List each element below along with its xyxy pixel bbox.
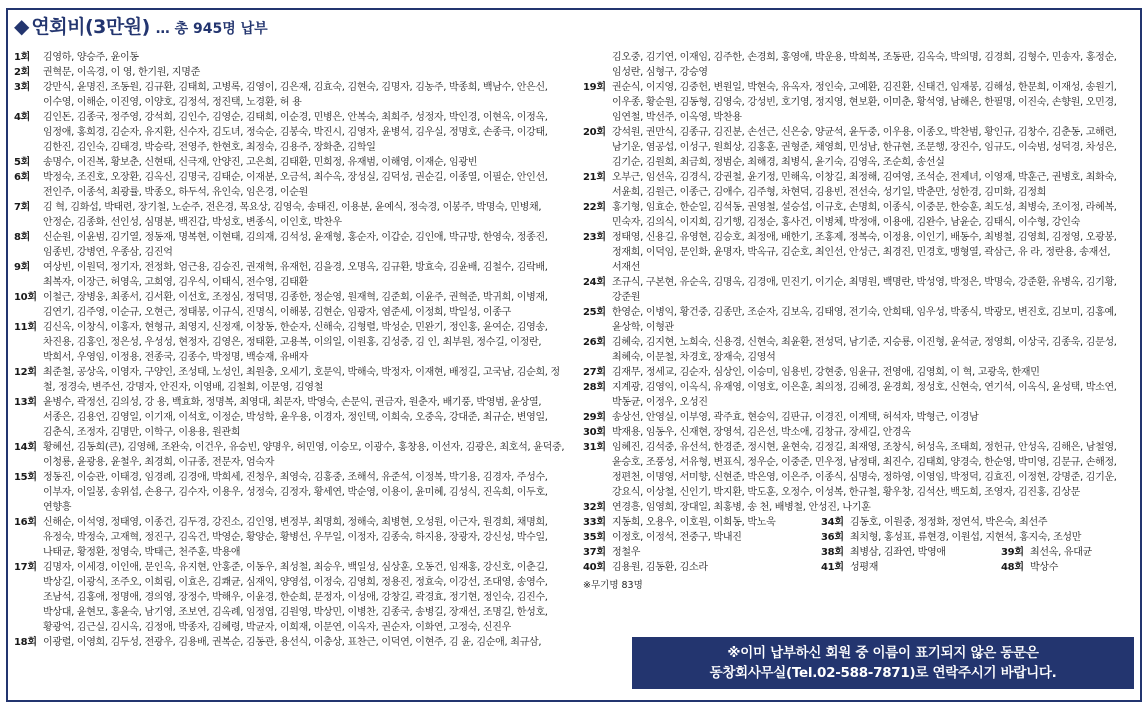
class-number: 14회: [14, 442, 37, 453]
class-entry: [583, 500, 1135, 515]
notice-line-1: ※이미 납부하신 회원 중 이름이 표기되지 않은 동문은: [727, 645, 1039, 661]
class-entry: [583, 530, 821, 545]
anonymous-note: ※무기명 83명: [583, 580, 643, 591]
class-entry: [14, 290, 574, 320]
class-number: 41회: [821, 562, 844, 573]
member-names: 최준철, 공상옥, 이영자, 구양인, 조성태, 노성인, 최원충, 오세기, 호문익, 박해숙, 박정자, 이재현, 배정길, 고국남, 김순희, 정 철, 정경숙, 변주선, 강명자, 안진자, 이영배, 김철회, 이문영, 김영철: [43, 367, 560, 393]
class-entry: [14, 65, 574, 80]
member-names: 정태영, 신용길, 유영현, 김승호, 최정애, 배한기, 조홍제, 정복숙, 이정용, 이인기, 배동수, 최병철, 김영희, 김정영, 오광봉, 정재희, 이덕임, 문인화, 윤명자, 박옥규, 김순호, 최인선, 안성근, 최경진, 민경호, 맹형열, 곽삼근, 유 라, 정란용, 송재선, 서재선: [612, 232, 1117, 273]
member-names: 황혜선, 김동희(큰), 김영해, 조완숙, 이건우, 유승빈, 양명우, 허민영, 이승모, 이광수, 홍창용, 이선자, 김광은, 최호석, 윤덕중, 이청룡, 윤광용, 윤철우, 최경희, 이규종, 전문자, 엄숙자: [43, 442, 565, 468]
class-number: 10회: [14, 292, 37, 303]
class-entry: [583, 515, 821, 530]
class-number: 48회: [1001, 562, 1024, 573]
class-number: 26회: [583, 337, 606, 348]
class-number: 7회: [14, 202, 31, 213]
class-number: 2회: [14, 67, 31, 78]
member-names: 박상수: [1030, 562, 1059, 573]
member-names: 최치형, 홍성표, 류현경, 이원섭, 지현석, 홍지숙, 조성만: [850, 532, 1082, 543]
class-entry: [583, 125, 1135, 170]
right-column: [583, 50, 1135, 593]
class-number: 30회: [583, 427, 606, 438]
member-names: 김재무, 정세교, 김순자, 심상인, 이승미, 임용빈, 강현중, 임윤규, 전영애, 김영희, 이 혁, 고광욱, 한재민: [612, 367, 1040, 378]
class-number: 19회: [583, 82, 606, 93]
class-number: 32회: [583, 502, 606, 513]
member-names: 이광렬, 이영희, 김두성, 전광우, 김용배, 권복순, 김동관, 용선식, 이충상, 표찬근, 이덕연, 이현주, 김 윤, 김순애, 최규삼,: [43, 637, 542, 648]
class-entry: [14, 50, 574, 65]
class-entry: [14, 110, 574, 155]
class-entry: [583, 80, 1135, 125]
class-number: 6회: [14, 172, 31, 183]
class-number: 34회: [821, 517, 844, 528]
class-number: 13회: [14, 397, 37, 408]
member-names: 성평재: [850, 562, 879, 573]
class-entry: [583, 305, 1135, 335]
class-entry: [1001, 545, 1135, 560]
class-entry: [821, 515, 1048, 530]
member-names: 연경흥, 임영희, 장대일, 최홍병, 송 천, 배병철, 안성진, 나기훈: [612, 502, 871, 513]
member-names: 정동진, 이승관, 이태경, 임경례, 김경애, 박희세, 진청우, 최영숙, 김홍중, 조해석, 유준석, 이정복, 박기용, 김경자, 주성수, 이부자, 이일봉, 송위섭, 손용구, 김수자, 이용우, 성정숙, 김정자, 황세연, 박순영, 이용이, 윤미혜, 김성식, 진옥희, 이두호, 연향흥: [43, 472, 548, 513]
class-entry: [583, 335, 1135, 365]
class-entry: [583, 365, 1135, 380]
class-entry: [583, 230, 1135, 275]
class-number: 29회: [583, 412, 606, 423]
class-number: 33회: [583, 517, 606, 528]
right-entries: [583, 50, 1135, 515]
notice-line-2: 동창회사무실(Tel.02-588-7871)로 연락주시기 바랍니다.: [709, 665, 1057, 681]
class-number: [1001, 515, 1030, 530]
class-number: 39회: [1001, 547, 1024, 558]
class-entry: [583, 50, 1135, 80]
class-number: [583, 50, 612, 80]
class-entry: [583, 380, 1135, 410]
class-entry: [1001, 560, 1135, 575]
class-entry: [583, 425, 1135, 440]
class-number: 21회: [583, 172, 606, 183]
class-entry: [14, 260, 574, 290]
class-number: 20회: [583, 127, 606, 138]
member-names: 김용원, 김동환, 김소라: [612, 562, 708, 573]
member-names: 지계광, 김영익, 이옥식, 유재영, 이영호, 이은훈, 최의정, 김혜경, 윤경희, 정성호, 신현숙, 연기석, 이옥식, 윤성택, 박소연, 박동균, 이정우, 오성진: [612, 382, 1117, 408]
member-names: 지동희, 오용우, 이호원, 이희동, 박노욱: [612, 517, 776, 528]
class-number: 35회: [583, 532, 606, 543]
member-names: 강석원, 권만식, 김종규, 김진분, 손선근, 신은숭, 양균석, 윤두중, 이우용, 이종오, 박찬범, 황인규, 김창수, 김춘동, 고해련, 남기운, 염공섭, 이성구, 원희상, 김홍훈, 권형준, 채영희, 민성남, 한규현, 조문행, 장진수, 임규도, 이숙범, 성덕경, 차성은, 김기순, 김원희, 최금희, 정범순, 최해경, 최병식, 윤기숙, 김영옥, 조순희, 송선실: [612, 127, 1117, 168]
left-column: [14, 50, 574, 650]
class-number: 18회: [14, 637, 37, 648]
member-names: 박정숙, 조진호, 오장환, 김옥신, 김명국, 김태순, 이재분, 오금석, 최수옥, 장성실, 김덕성, 권순길, 이종열, 이필순, 안인선, 전인주, 이종석, 최광률, 박종오, 하두석, 유인숙, 임은경, 이순원: [43, 172, 548, 198]
member-names: 신해순, 이석영, 정태영, 이종건, 김두경, 강진소, 김인영, 변정부, 최명희, 정해숙, 최병현, 오성원, 이근자, 원경희, 채명희, 유정숙, 박정숙, 고재혁, 정진구, 김옥건, 박영순, 황양순, 황병선, 우무일, 이정자, 김종숙, 하지용, 장광자, 강신성, 박수일, 나태균, 황정환, 정영숙, 박태근, 천주훈, 박용애: [43, 517, 548, 558]
class-number: 25회: [583, 307, 606, 318]
short-entries-grid: [583, 515, 1135, 575]
class-entry: [14, 155, 574, 170]
class-number: 15회: [14, 472, 37, 483]
class-number: 37회: [583, 547, 606, 558]
member-names: 여상빈, 이원덕, 정기자, 전정화, 엄근용, 김승진, 권재혁, 유재헌, 김을경, 오명옥, 김규환, 방효숙, 김윤배, 김철수, 김락배, 최복자, 이장근, 허영옥, 고희영, 김우식, 이태식, 전수영, 김태환: [43, 262, 548, 288]
member-names: 김 혁, 김화섭, 박태련, 장기철, 노순주, 전은경, 목요상, 김영숙, 송태진, 이용분, 윤예식, 정숙경, 이봉주, 박명숙, 민병채, 안정순, 김종화, 선인성, 심명분, 백진갑, 박성호, 변종식, 이인호, 박찬우: [43, 202, 542, 228]
member-names: 김오중, 김기연, 이재임, 김주한, 손경희, 홍영애, 박운용, 박희복, 조동판, 김옥숙, 박의명, 김경희, 김형수, 민송자, 홍정순, 임성란, 심형구, 강승영: [612, 52, 1117, 78]
section-header: [14, 12, 268, 42]
section-subtitle: … 총 945명 납부: [155, 21, 268, 37]
class-entry: [14, 470, 574, 515]
class-number: 17회: [14, 562, 37, 573]
member-names: 최병삼, 김좌연, 박영애: [850, 547, 946, 558]
member-names: 정철우: [612, 547, 641, 558]
member-names: 권순식, 이지영, 김중헌, 변원일, 박현숙, 유옥자, 정인숙, 고예환, 김진환, 신태건, 임재봉, 김해성, 한문희, 이재성, 송원기, 이우종, 황순원, 김동형, 김영숙, 강성빈, 호기영, 정지영, 현보환, 이미춘, 황석영, 남해은, 한필명, 이진숙, 손향원, 오민경, 임연철, 박선주, 이옥영, 박찬용: [612, 82, 1117, 123]
member-names: 오부근, 임선옥, 김경식, 강권철, 윤기정, 민해옥, 이창길, 최정해, 김여영, 조석순, 전제녀, 이영재, 박훈근, 권병호, 최화숙, 서윤희, 김원근, 이종근, 김애수, 김주형, 차현덕, 김용빈, 전선숙, 성기일, 박춘만, 성한경, 김미화, 김정희: [612, 172, 1117, 198]
class-entry: [14, 200, 574, 230]
class-number: 4회: [14, 112, 31, 123]
member-names: 조규식, 구본현, 유순옥, 김명옥, 김경애, 민진기, 이기순, 최명원, 백명란, 박성영, 박정은, 박명숙, 강준환, 유병옥, 김기황, 강준원: [612, 277, 1117, 303]
class-number: 23회: [583, 232, 606, 243]
class-entry: [583, 410, 1135, 425]
class-entry: [14, 170, 574, 200]
class-number: 1회: [14, 52, 31, 63]
diamond-bullet-icon: ◆: [14, 14, 30, 38]
class-number: 9회: [14, 262, 31, 273]
class-entry: [583, 560, 821, 575]
class-number: 38회: [821, 547, 844, 558]
member-names: 신순원, 이윤범, 김기열, 정동재, 명복현, 이현태, 김의재, 김석성, 윤재형, 홍순자, 이갑순, 김인애, 박규방, 한영숙, 정종진, 임종빈, 강병연, 우종삼, 김진억: [43, 232, 548, 258]
class-entry: [14, 635, 574, 650]
class-entry: [14, 80, 574, 110]
class-number: 24회: [583, 277, 606, 288]
member-names: 이정호, 이정석, 전중구, 박내진: [612, 532, 742, 543]
class-entry: [1001, 515, 1135, 530]
class-number: 31회: [583, 442, 606, 453]
class-number: 11회: [14, 322, 37, 333]
member-names: 김혜숙, 김지현, 노희숙, 신용경, 신현숙, 최윤환, 전성덕, 남기준, 지승룡, 이진형, 윤석균, 정영희, 이상국, 김종욱, 김문성, 최혜숙, 이문철, 차경호, 장재숙, 김영석: [612, 337, 1117, 363]
class-entry: [14, 395, 574, 440]
member-names: 강만식, 윤명진, 조동원, 김규환, 김태희, 고병록, 김영이, 김은재, 김효숙, 김현숙, 김명자, 김농주, 박종희, 백남수, 안은신, 이수영, 이해순, 이진영, 이양호, 김정석, 정진택, 노경환, 허 용: [43, 82, 548, 108]
class-number: 8회: [14, 232, 31, 243]
class-entry: [14, 230, 574, 260]
member-names: 권혁문, 이옥경, 이 영, 한기원, 지명준: [43, 67, 200, 78]
member-names: 김신옥, 이창식, 이홍자, 현형규, 최영지, 신정재, 이창동, 한순자, 신해숙, 김형렬, 박성순, 민완기, 정인홍, 윤여순, 김영송, 차진용, 김홍인, 정은성, 우성성, 현정자, 김영은, 정태환, 고용복, 이의일, 이원홍, 김성중, 김 인, 최부원, 정수길, 이정란, 박희서, 우영임, 이정용, 전종국, 김종수, 박정명, 백승재, 유배자: [43, 322, 548, 363]
class-number: 5회: [14, 157, 31, 168]
contact-notice: [632, 637, 1134, 689]
member-names: 홍기형, 임효순, 한순일, 김석동, 권영철, 설승섭, 이규호, 손명희, 이종식, 이중문, 한승훈, 최도성, 최병숙, 조이정, 라혜복, 민숙자, 김의식, 이지희, 김기행, 김정순, 홍사건, 이병체, 박정애, 이용애, 김완수, 남윤순, 김태식, 이수형, 강인숙: [612, 202, 1117, 228]
member-names: 김명자, 이세경, 이인애, 문인옥, 유지현, 안홍준, 이동우, 최성철, 최승우, 백일성, 심상훈, 오동건, 임재홍, 강신호, 이춘길, 박상길, 이광식, 조주오, 이희림, 이효은, 김쾌균, 심재익, 양영섭, 이정숙, 김영희, 정용진, 정효숙, 이강선, 조대영, 송영수, 조남석, 김홍애, 정명애, 경의영, 장정수, 박해우, 이윤경, 한순희, 문정자, 이성애, 강창길, 곽경효, 정기현, 정인숙, 김진수, 박상대, 윤현모, 홍윤숙, 남기영, 조보연, 김옥례, 임정엽, 김원영, 박상민, 이병찬, 김종국, 송병길, 장재선, 조명길, 한성호, 황광억, 김근실, 김시옥, 김정애, 박종자, 김혜령, 박균자, 이희재, 이문연, 이옥자, 권순자, 이화연, 고정숙, 신진우: [43, 562, 548, 633]
member-names: 송상선, 안영실, 이부영, 곽주효, 현승익, 김판규, 이경진, 이계택, 허석자, 박형근, 이경남: [612, 412, 979, 423]
class-entry: [1001, 530, 1135, 545]
class-number: 22회: [583, 202, 606, 213]
class-entry: [14, 320, 574, 365]
member-names: 박재용, 임동우, 신재현, 장영석, 김은선, 박소애, 김창규, 장세길, 안경옥: [612, 427, 911, 438]
class-number: 3회: [14, 82, 31, 93]
member-names: 김동호, 이원중, 정정화, 정연석, 박은숙, 최선주: [850, 517, 1048, 528]
class-entry: [14, 365, 574, 395]
member-names: 최선옥, 유대균: [1030, 547, 1092, 558]
class-number: 40회: [583, 562, 606, 573]
class-number: 27회: [583, 367, 606, 378]
class-entry: [821, 560, 1001, 575]
class-number: 12회: [14, 367, 37, 378]
class-entry: [821, 530, 1082, 545]
class-entry: [583, 275, 1135, 305]
class-entry: [14, 515, 574, 560]
member-names: 송명수, 이진복, 황보춘, 신현태, 신극재, 안양진, 고은희, 김태환, 민희정, 유재범, 이해영, 이재순, 임광빈: [43, 157, 478, 168]
class-entry: [14, 440, 574, 470]
class-entry: [583, 200, 1135, 230]
class-number: 16회: [14, 517, 37, 528]
member-names: 윤병수, 곽정선, 김의성, 강 용, 백효화, 정명복, 최영대, 최문자, 박영숙, 손문익, 권금자, 원춘자, 배기풍, 박영범, 윤상열, 서종은, 김용언, 김영일, 이기재, 이석호, 이정순, 박성학, 윤우용, 이경자, 정인택, 이희숙, 오중옥, 강대준, 최규순, 변영일, 김춘식, 조정자, 김명만, 이학구, 이용용, 원관희: [43, 397, 548, 438]
member-names: 임혜진, 김석중, 유선석, 한경준, 정시현, 윤현숙, 김정길, 최재영, 조창식, 허성옥, 조태희, 정헌규, 안성옥, 김해은, 남철영, 윤승호, 조풍성, 서유형, 변표식, 정우순, 이중준, 민우정, 남정태, 최진수, 김태희, 양경숙, 한순영, 박미영, 김문규, 손해정, 정편천, 이명영, 서미향, 신현준, 박은영, 이은주, 이종식, 심명숙, 정하영, 이영임, 박정덕, 김효진, 이정현, 강명준, 김기운, 강요식, 이상철, 신인기, 박지환, 박도훈, 오정수, 이성복, 한규철, 황우창, 김석산, 백도희, 조영자, 김진홍, 김상문: [612, 442, 1117, 498]
class-entry: [583, 545, 821, 560]
class-entry: [583, 170, 1135, 200]
member-names: 김영하, 양승주, 윤이동: [43, 52, 139, 63]
class-entry: [821, 545, 1001, 560]
class-number: [1001, 530, 1030, 545]
class-number: 28회: [583, 382, 606, 393]
class-number: 36회: [821, 532, 844, 543]
member-names: 김인돈, 김종국, 정주영, 강석희, 김인수, 김영순, 김태희, 이순경, 민병은, 안복숙, 최희주, 성정자, 박인경, 이현옥, 이정옥, 임정애, 홍희경, 김순자, 유지환, 신수자, 김도녀, 정숙순, 김봉숙, 박진시, 김영자, 윤병석, 김우실, 정명호, 손종극, 이강태, 김한진, 김인숙, 김태경, 박승락, 전영주, 한현호, 최정숙, 김용주, 장화춘, 김학일: [43, 112, 548, 153]
member-names: 한영순, 이병익, 황건중, 김종만, 조순자, 김보옥, 김태영, 전기숙, 안희태, 임우성, 박종식, 박광모, 변진호, 김보미, 김홍예, 윤상학, 이형관: [612, 307, 1117, 333]
member-names: 이철근, 장병웅, 최종서, 김서환, 이선호, 조정심, 정덕명, 김종한, 정순영, 원재혁, 김준회, 이윤주, 권혁준, 박귀희, 이병재, 김연기, 김주영, 이순규, 오현근, 정태봉, 이규식, 진명식, 이해봉, 김현순, 임광자, 염준세, 이정희, 박일성, 이종구: [43, 292, 548, 318]
section-title: 연회비(3만원): [31, 16, 150, 38]
class-entry: [583, 440, 1135, 500]
class-entry: [14, 560, 574, 635]
